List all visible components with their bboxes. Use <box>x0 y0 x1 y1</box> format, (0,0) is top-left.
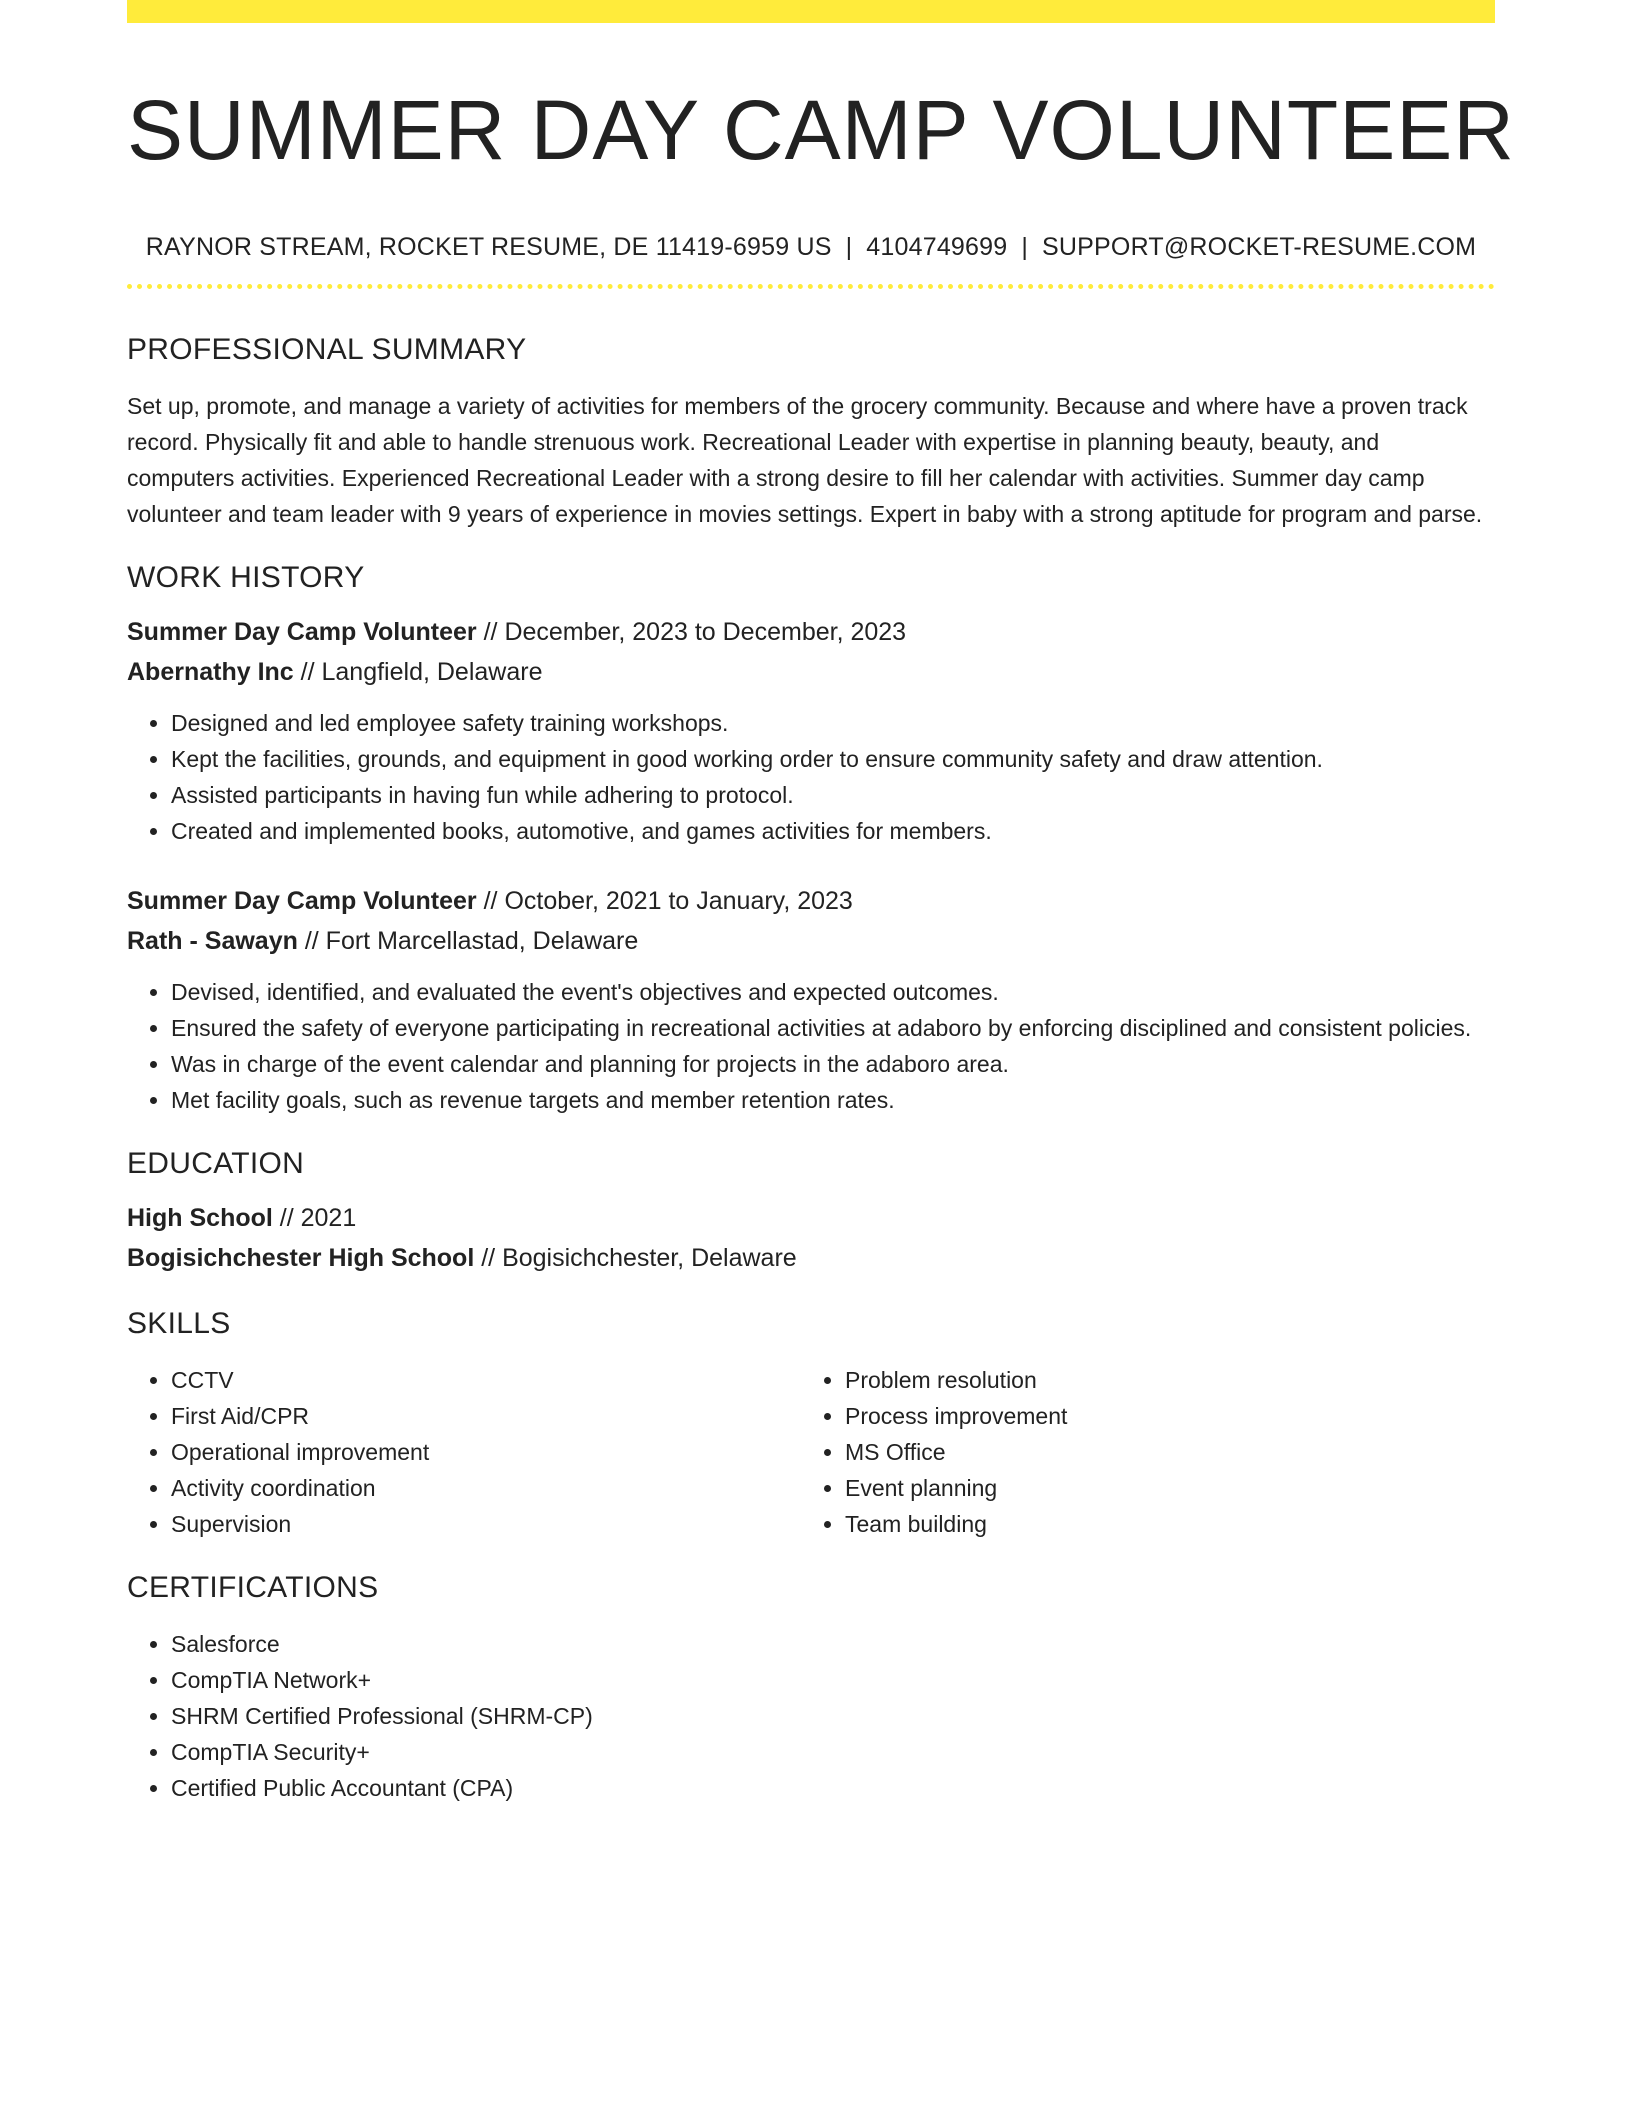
list-item: • Activity coordination <box>171 1470 801 1506</box>
job-title-line <box>127 612 1495 652</box>
job-entry <box>127 612 1495 849</box>
education-delimiter: // <box>272 1204 301 1232</box>
job-delimiter: // <box>476 887 505 915</box>
list-item: • Event planning <box>845 1470 1475 1506</box>
list-item: • Ensured the safety of everyone participating in recreational activities at adaboro by enforcing disciplined and consistent policies. <box>171 1010 1495 1046</box>
job-location: Langfield, Delaware <box>321 658 543 686</box>
list-item: • Devised, identified, and evaluated the event's objectives and expected outcomes. <box>171 974 1495 1010</box>
list-item: • Process improvement <box>845 1398 1475 1434</box>
job-company-line <box>127 652 1495 692</box>
skills-list-right <box>801 1362 1475 1542</box>
education-delimiter: // <box>474 1244 503 1272</box>
contact-separator: | <box>1021 233 1029 261</box>
job-bullets <box>127 705 1495 849</box>
skills-heading: SKILLS <box>127 1307 231 1340</box>
education-school: Bogisichchester High School <box>127 1244 475 1272</box>
summary-heading: PROFESSIONAL SUMMARY <box>127 333 527 366</box>
list-item: • Kept the facilities, grounds, and equipment in good working order to ensure community safety and draw attention. <box>171 741 1495 777</box>
list-item: • Assisted participants in having fun while adhering to protocol. <box>171 777 1495 813</box>
list-item: • Met facility goals, such as revenue targets and member retention rates. <box>171 1082 1495 1118</box>
list-item: • Problem resolution <box>845 1362 1475 1398</box>
summary-text: Set up, promote, and manage a variety of activities for members of the grocery community. Because and where have a proven track record. Physically fit and able to handle strenuous work. Recreational Leader with expertise in planning beauty, beauty, and computers activities. Experienced Recreational Leader with a strong desire to fill her calendar with activities. Summer day camp volunteer and team leader with 9 years of experience in movies settings. Expert in baby with a strong aptitude for program and parse. <box>127 393 1483 527</box>
list-item: • Supervision <box>171 1506 801 1542</box>
education-heading: EDUCATION <box>127 1147 305 1180</box>
job-company: Abernathy Inc <box>127 658 294 686</box>
job-delimiter: // <box>297 927 326 955</box>
list-item: • CompTIA Security+ <box>171 1734 1495 1770</box>
job-title: Summer Day Camp Volunteer <box>127 887 477 915</box>
list-item: • Certified Public Accountant (CPA) <box>171 1770 1495 1806</box>
education-school-line <box>127 1238 1495 1278</box>
job-delimiter: // <box>293 658 322 686</box>
certifications-list <box>127 1626 1495 1806</box>
work-history-heading: WORK HISTORY <box>127 561 365 594</box>
contact-email: SUPPORT@ROCKET-RESUME.COM <box>1042 233 1477 261</box>
job-dates: December, 2023 to December, 2023 <box>504 618 907 646</box>
list-item: • Salesforce <box>171 1626 1495 1662</box>
job-entry <box>127 881 1495 1118</box>
job-title-line <box>127 881 1495 921</box>
list-item: • Designed and led employee safety training workshops. <box>171 705 1495 741</box>
job-delimiter: // <box>476 618 505 646</box>
list-item: • CompTIA Network+ <box>171 1662 1495 1698</box>
job-location: Fort Marcellastad, Delaware <box>325 927 639 955</box>
education-degree: High School <box>127 1204 273 1232</box>
contact-address: RAYNOR STREAM, ROCKET RESUME, DE 11419-6959 US <box>145 233 832 261</box>
skills-columns <box>127 1362 1495 1542</box>
list-item: • Was in charge of the event calendar and planning for projects in the adaboro area. <box>171 1046 1495 1082</box>
list-item: • SHRM Certified Professional (SHRM-CP) <box>171 1698 1495 1734</box>
job-company: Rath - Sawayn <box>127 927 298 955</box>
education-entry <box>127 1198 1495 1278</box>
job-bullets <box>127 974 1495 1118</box>
candidate-name: SUMMER DAY CAMP VOLUNTEER <box>127 83 1515 177</box>
education-degree-line <box>127 1198 1495 1238</box>
list-item: • Operational improvement <box>171 1434 801 1470</box>
resume-content <box>127 0 1515 1806</box>
job-dates: October, 2021 to January, 2023 <box>504 887 853 915</box>
list-item: • Team building <box>845 1506 1475 1542</box>
list-item: • First Aid/CPR <box>171 1398 801 1434</box>
contact-separator: | <box>845 233 853 261</box>
certifications-heading: CERTIFICATIONS <box>127 1571 379 1604</box>
header-divider <box>127 284 1495 289</box>
contact-phone: 4104749699 <box>866 233 1008 261</box>
list-item: • CCTV <box>171 1362 801 1398</box>
education-year: 2021 <box>300 1204 357 1232</box>
skills-list-left <box>127 1362 801 1542</box>
job-title: Summer Day Camp Volunteer <box>127 618 477 646</box>
list-item: • MS Office <box>845 1434 1475 1470</box>
job-company-line <box>127 921 1495 961</box>
list-item: • Created and implemented books, automotive, and games activities for members. <box>171 813 1495 849</box>
contact-line <box>127 231 1495 263</box>
education-location: Bogisichchester, Delaware <box>502 1244 797 1272</box>
